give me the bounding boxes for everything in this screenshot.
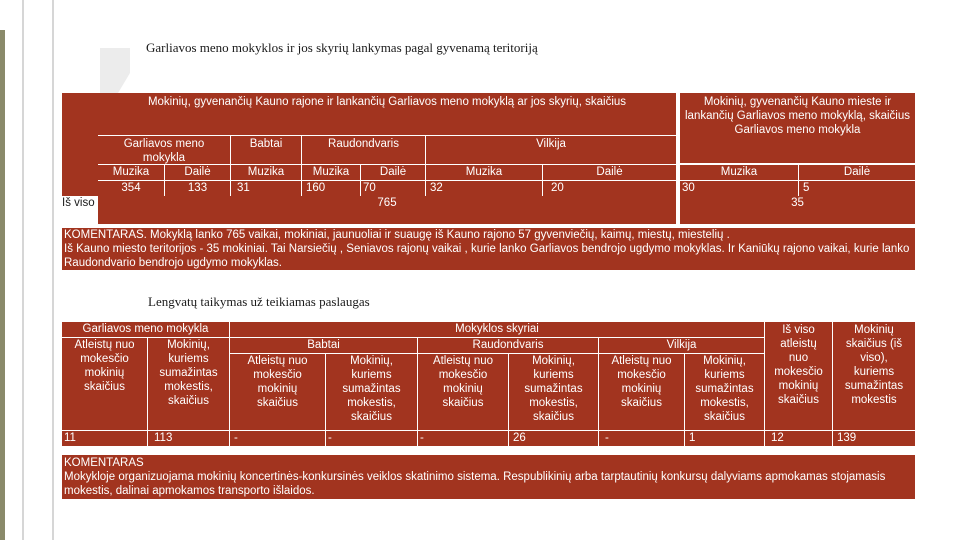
total-rajonas: 765 xyxy=(98,196,676,224)
left-decor-stripe xyxy=(22,0,24,540)
subject-daile: Dailė xyxy=(165,165,230,180)
subject-muzika: Muzika xyxy=(98,165,164,180)
header-garliava-sumazintas xyxy=(148,338,229,430)
value-vilkija-daile: 20 xyxy=(543,181,676,196)
value-garliava-muzika: 354 xyxy=(98,181,164,196)
value-raudondvaris-muzika: 160 xyxy=(302,181,360,196)
value-garliava-atleistu: 11 xyxy=(62,431,147,446)
subject-daile: Dailė xyxy=(361,165,425,180)
header-vilkija: Vilkija xyxy=(599,338,764,353)
header-miestas-school: Garliavos meno mokykla xyxy=(734,124,861,136)
subject-muzika: Muzika xyxy=(426,165,542,180)
header-vilk-sumazintas: Mokinių, kuriems sumažintas mokestis, skaičius xyxy=(685,354,764,430)
school-garliava: Garliavos meno mokykla xyxy=(98,136,230,164)
value-raudondvaris-daile: 70 xyxy=(361,181,425,196)
value-miestas-daile: 5 xyxy=(799,181,915,196)
value-vilkija-muzika: 32 xyxy=(426,181,542,196)
header-babtai-sumazintas: Mokinių, kuriems sumažintas mokestis, skaičius xyxy=(326,354,417,430)
header-raud-atleistu: Atleistų nuo mokesčio mokinių skaičius xyxy=(418,354,508,430)
total-miestas: 35 xyxy=(680,196,915,224)
header-total-sumazintas: Mokinių skaičius (iš viso), kuriems sumažintas mokestis xyxy=(833,322,915,430)
subject-daile: Dailė xyxy=(543,165,676,180)
subject-muzika: Muzika xyxy=(680,165,798,180)
header-rajonas: Mokinių, gyvenančių Kauno rajone ir lankančių Garliavos meno mokyklą ar jos skyrių, skaičius xyxy=(98,93,676,135)
total-label: Iš viso xyxy=(62,197,95,209)
value-garliava-sumazintas: 113 xyxy=(148,431,229,446)
table1-comment: KOMENTARAS. Mokyklą lanko 765 vaikai, mokiniai, jaunuoliai ir suaugę iš Kauno rajono 57 gyvenviečių, kaimų, miestų, miestelių . Iš Kauno miesto teritorijos - 35 mokiniai. Tai Narsiečių , Seniavos rajonų vaikai , kurie lanko Garliavos bendrojo ugdymo mokyklas. Ir Kaniūkų rajono vaikai, kurie lanko Raudondvario bendrojo ugdymo mokyklas. xyxy=(62,228,915,270)
value-vilk-sumazintas: 1 xyxy=(685,431,764,446)
header-miestas xyxy=(680,93,915,163)
school-vilkija: Vilkija xyxy=(426,136,676,164)
header-garliava-atleistu xyxy=(62,338,147,430)
section-title-lengvatos: Lengvatų taikymas už teikiamas paslaugas xyxy=(148,294,370,309)
school-raudondvaris: Raudondvaris xyxy=(302,136,425,164)
value-babtai-atleistu: - xyxy=(230,431,325,446)
value-miestas-muzika: 30 xyxy=(680,181,798,196)
value-garliava-daile: 133 xyxy=(165,181,230,196)
subject-muzika: Muzika xyxy=(302,165,360,180)
value-raud-atleistu: - xyxy=(418,431,508,446)
value-babtai-muzika: 31 xyxy=(231,181,301,196)
arrow-decor-icon xyxy=(100,48,130,98)
left-decor-stripe xyxy=(52,0,54,540)
subject-daile: Dailė xyxy=(799,165,915,180)
header-raudondvaris: Raudondvaris xyxy=(418,338,598,353)
left-decor-bar xyxy=(0,30,5,540)
header-vilk-atleistu: Atleistų nuo mokesčio mokinių skaičius xyxy=(599,354,684,430)
value-total-atleistu: 12 xyxy=(765,431,832,446)
header-babtai: Babtai xyxy=(230,338,417,353)
school-babtai: Babtai xyxy=(231,136,301,164)
header-skyriai: Mokyklos skyriai xyxy=(230,322,764,337)
value-total-sumazintas: 139 xyxy=(833,431,915,446)
row-stub xyxy=(62,93,98,196)
header-atleistu-text: Atleistų nuo mokesčio mokinių skaičius xyxy=(74,339,135,393)
value-vilk-atleistu: - xyxy=(599,431,684,446)
slide-title: Garliavos meno mokyklos ir jos skyrių lankymas pagal gyvenamą teritoriją xyxy=(146,40,538,55)
header-miestas-text: Mokinių, gyvenančių Kauno mieste ir lankančių Garliavos meno mokyklą, skaičius xyxy=(685,96,910,122)
table2-comment: KOMENTARAS Mokykloje organizuojama mokinių koncertinės-konkursinės veiklos skatinimo sistema. Respublikinių arba tarptautinių konkursų dalyviams apmokamas stojamasis mokestis, dalinai apmokamos transporto išlaidos. xyxy=(62,455,915,499)
value-raud-sumazintas: 26 xyxy=(509,431,598,446)
value-babtai-sumazintas: - xyxy=(326,431,417,446)
subject-muzika: Muzika xyxy=(231,165,301,180)
header-sumazintas-text: Mokinių, kuriems sumažintas mokestis, skaičius xyxy=(159,339,218,407)
header-garliava: Garliavos meno mokykla xyxy=(62,322,229,337)
header-total-atleistu: Iš viso atleistų nuo mokesčio mokinių skaičius xyxy=(765,322,832,430)
header-raud-sumazintas: Mokinių, kuriems sumažintas mokestis, skaičius xyxy=(509,354,598,430)
header-babtai-atleistu: Atleistų nuo mokesčio mokinių skaičius xyxy=(230,354,325,430)
